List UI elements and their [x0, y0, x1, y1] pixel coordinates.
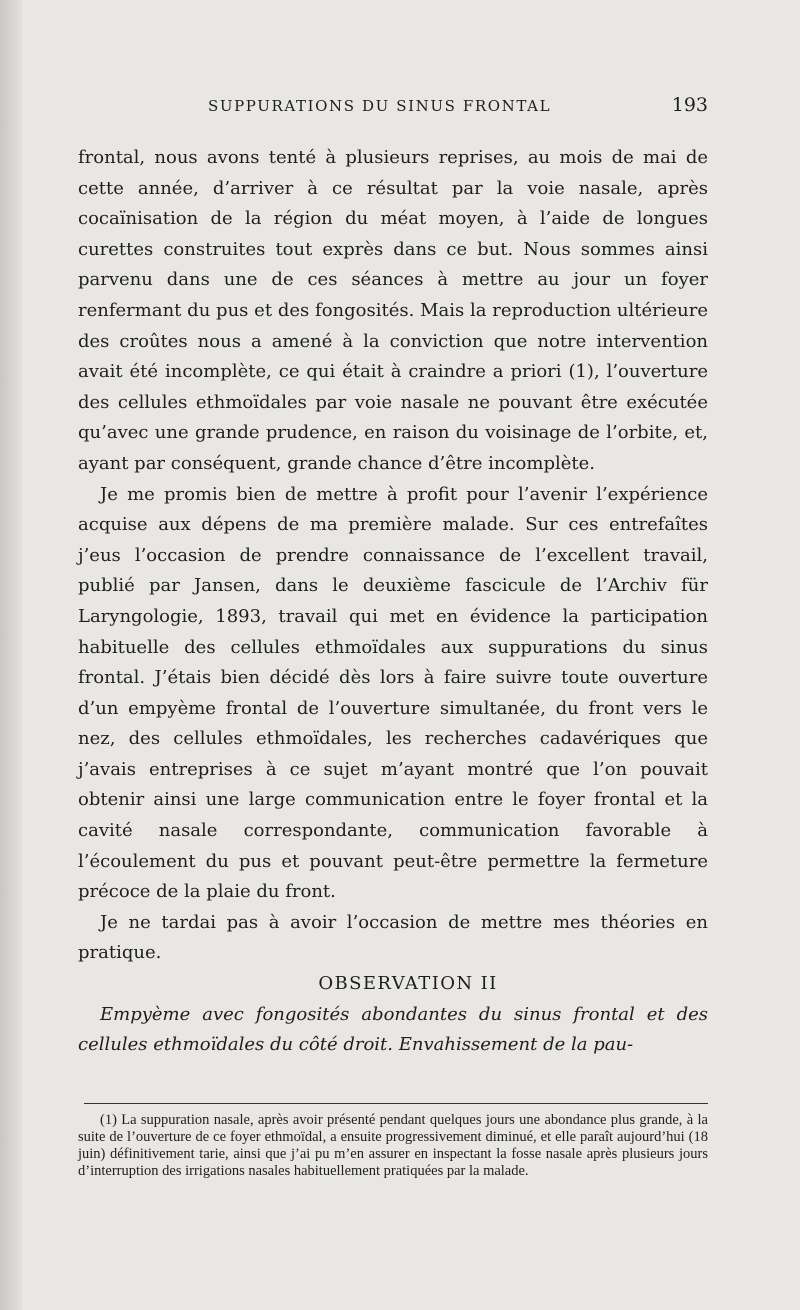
running-title: SUPPURATIONS DU SINUS FRONTAL	[208, 97, 552, 115]
book-page	[78, 0, 708, 1310]
body-text	[78, 143, 708, 1061]
footnote	[78, 1112, 708, 1180]
page-gutter-shadow	[0, 0, 22, 1310]
section-heading: OBSERVATION II	[318, 973, 498, 995]
paragraph-1: frontal, nous avons tenté à plusieurs reprises, au mois de mai de cette année, d’arriver à ce résultat par la voie nasale, après cocaïnisation de la région du méat moyen, à l’aide de longues curettes construites tout exprès dans ce but. Nous sommes ainsi parvenu dans une de ces séances à mettre au jour un foyer renfermant du pus et des fongosités. Mais la reproduction ultérieure des croûtes nous a amené à la conviction que notre intervention avait été incomplète, ce qui était à craindre a priori (1), l’ouverture des cellules ethmoïdales par voie nasale ne pouvant être exécutée qu’avec une grande prudence, en raison du voisinage de l’orbite, et, ayant par conséquent, grande chance d’être incomplète.	[78, 147, 708, 474]
paragraph-2: Je me promis bien de mettre à profit pour l’avenir l’expérience acquise aux dépens de ma première malade. Sur ces entrefaîtes j’eus l’occasion de prendre connaissance de l’excellent travail, publié par Jansen, dans le deuxième fascicule de l’Archiv für Laryngologie, 1893, travail qui met en évidence la participation habituelle des cellules ethmoïdales aux suppurations du sinus frontal. J’étais bien décidé dès lors à faire suivre toute ouverture d’un empyème frontal de l’ouverture simultanée, du front vers le nez, des cellules ethmoïdales, les recherches cadavériques que j’avais entreprises à ce sujet m’ayant montré que l’on pouvait obtenir ainsi une large communication entre le foyer frontal et la cavité nasale correspondante, communication favorable à l’écoulement du pus et pouvant peut-être permettre la fermeture précoce de la plaie du front.	[78, 483, 708, 903]
running-head	[78, 94, 708, 121]
paragraph-3: Je ne tardai pas à avoir l’occasion de mettre mes théories en pratique.	[78, 911, 708, 964]
page-number: 193	[671, 94, 708, 116]
observation-title: Empyème avec fongosités abondantes du sinus frontal et des cellules ethmoïdales du côté droit. Envahissement de la pau-	[78, 1003, 708, 1056]
footnote-rule	[84, 1103, 708, 1104]
footnote-text: (1) La suppuration nasale, après avoir présenté pendant quelques jours une abondance plus grande, à la suite de l’ouverture de ce foyer ethmoïdal, a ensuite progressivement diminué, et elle paraît aujourd’hui (18 juin) définitivement tarie, ainsi que j’ai pu m’en assurer en inspectant la fosse nasale après plusieurs jours d’interruption des irrigations nasales habituellement pratiquées par la malade.	[78, 1112, 708, 1179]
